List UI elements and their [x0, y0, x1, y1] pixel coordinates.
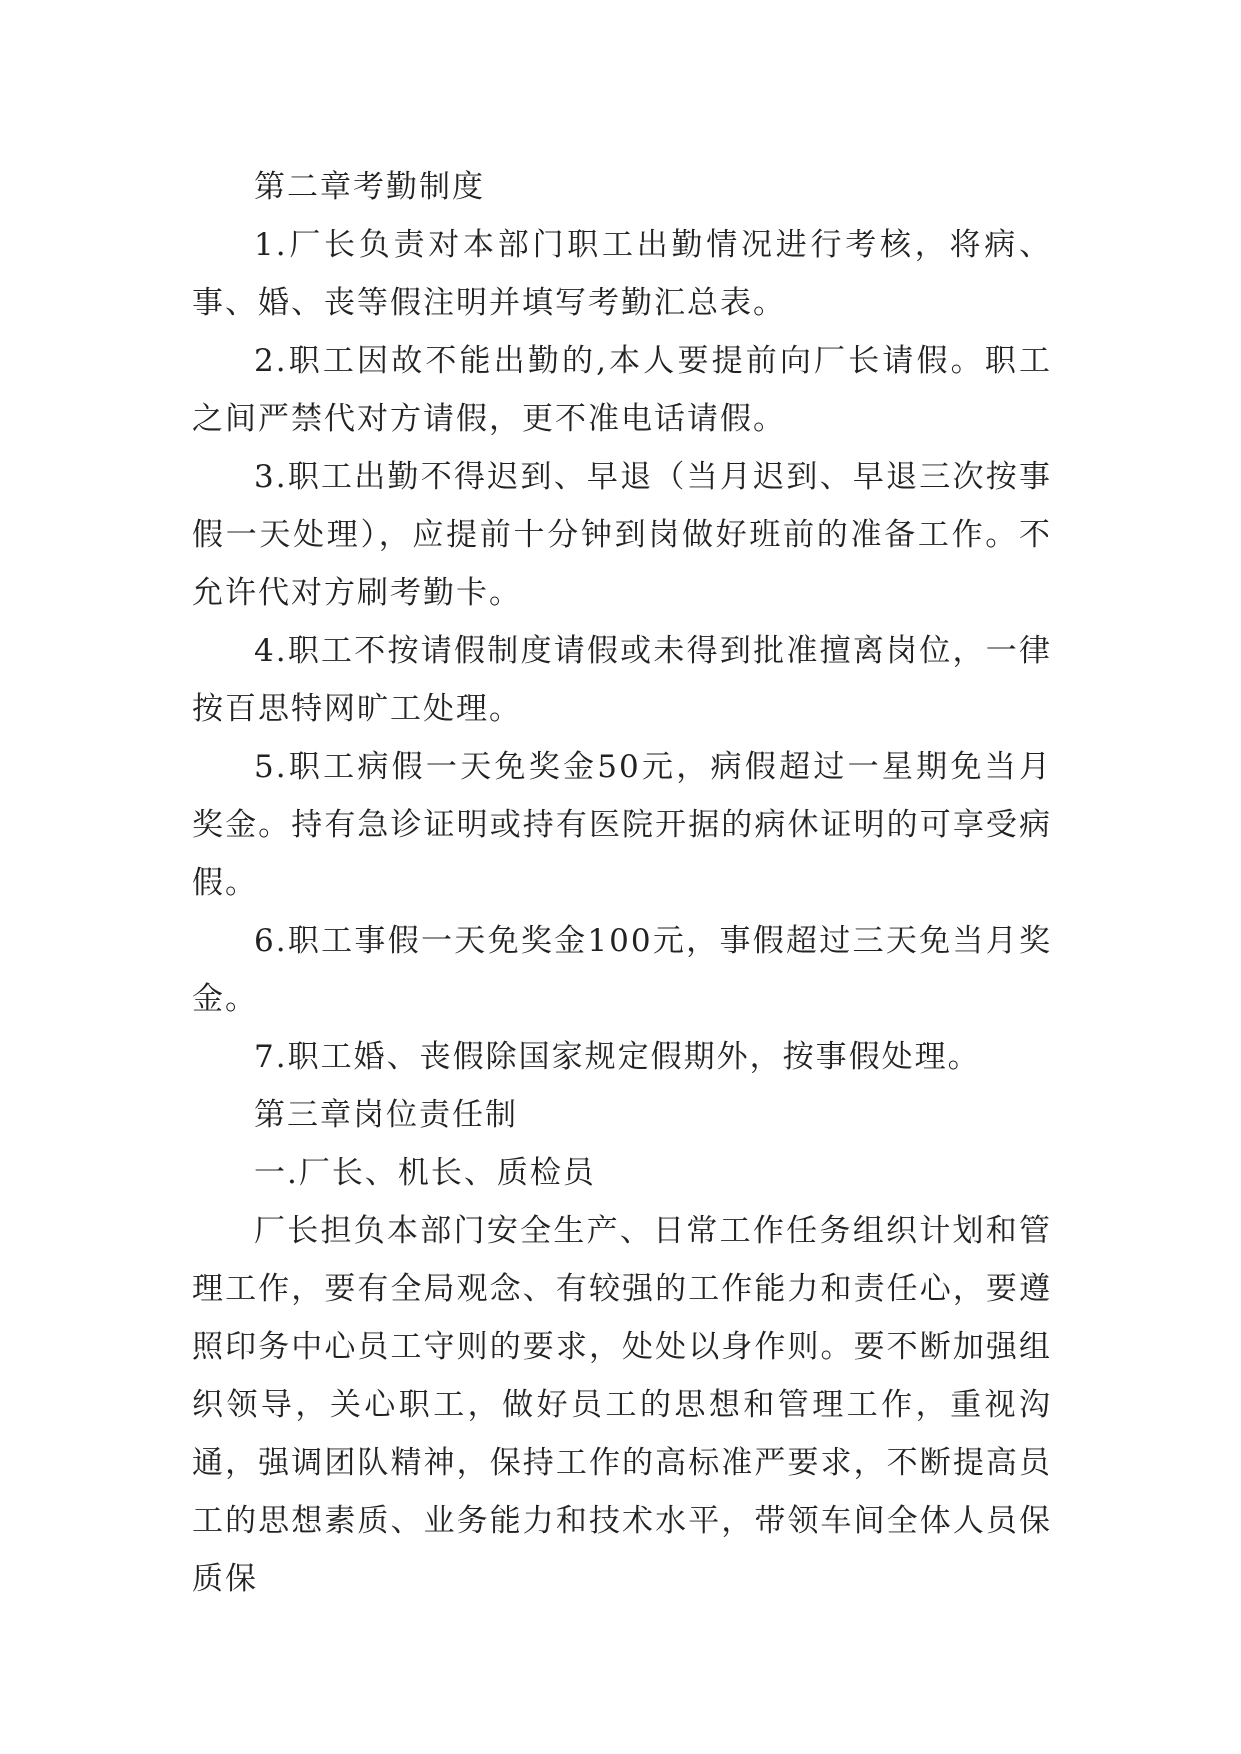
paragraph: 4.职工不按请假制度请假或未得到批准擅离岗位，一律按百思特网旷工处理。	[192, 633, 1052, 727]
paragraph: 1.厂长负责对本部门职工出勤情况进行考核，将病、事、婚、丧等假注明并填写考勤汇总表。	[192, 227, 1052, 321]
chapter-heading: 第二章考勤制度	[254, 169, 485, 205]
paragraph: 厂长担负本部门安全生产、日常工作任务组织计划和管理工作，要有全局观念、有较强的工作能力和责任心，要遵照印务中心员工守则的要求，处处以身作则。要不断加强组织领导，关心职工，做好员工的思想和管理工作，重视沟通，强调团队精神，保持工作的高标准严要求，不断提高员工的思想素质、业务能力和技术水平，带领车间全体人员保质保	[192, 1213, 1052, 1597]
chapter-heading: 第三章岗位责任制	[254, 1097, 518, 1133]
paragraph: 3.职工出勤不得迟到、早退（当月迟到、早退三次按事假一天处理），应提前十分钟到岗做好班前的准备工作。不允许代对方刷考勤卡。	[192, 459, 1052, 611]
paragraph: 7.职工婚、丧假除国家规定假期外，按事假处理。	[254, 1039, 981, 1075]
section-heading: 一.厂长、机长、质检员	[254, 1155, 596, 1191]
paragraph: 6.职工事假一天免奖金100元，事假超过三天免当月奖金。	[192, 923, 1052, 1017]
paragraph: 2.职工因故不能出勤的,本人要提前向厂长请假。职工之间严禁代对方请假，更不准电话请假。	[192, 343, 1052, 437]
document-body	[192, 158, 1052, 1608]
paragraph: 5.职工病假一天免奖金50元，病假超过一星期免当月奖金。持有急诊证明或持有医院开据的病休证明的可享受病假。	[192, 749, 1052, 901]
